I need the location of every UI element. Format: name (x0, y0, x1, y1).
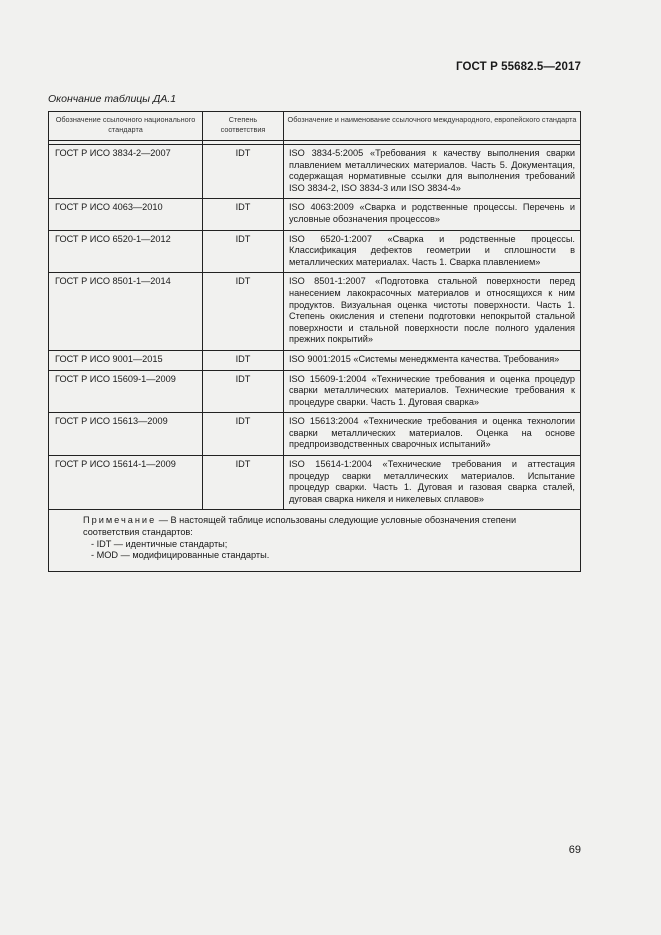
national-standard-cell: ГОСТ Р ИСО 15613—2009 (49, 413, 203, 456)
reference-standard-cell: ISO 15609-1:2004 «Технические требования и оценка процедур сварки металлических материалов. Технические требования к процедуре сварки. Часть 1. Дуговая сварка» (284, 370, 581, 413)
degree-cell: IDT (203, 350, 284, 370)
note-label: Примечание (83, 515, 157, 526)
note-paragraph (57, 515, 572, 538)
table-note (49, 510, 581, 571)
national-standard-cell: ГОСТ Р ИСО 15609-1—2009 (49, 370, 203, 413)
page-number: 69 (568, 844, 581, 856)
table-row (49, 145, 581, 199)
note-text: — В настоящей таблице использованы следующие условные обозначения степени соответствия стандартов: (83, 515, 517, 538)
reference-standard-cell: ISO 4063:2009 «Сварка и родственные процессы. Перечень и условные обозначения процессов» (284, 199, 581, 230)
note-item-mod: - MOD — модифицированные стандарты. (91, 550, 270, 561)
degree-cell: IDT (203, 413, 284, 456)
table-row (49, 230, 581, 273)
column-header-degree: Степень соответствия (203, 112, 284, 141)
table-row (49, 350, 581, 370)
table-header-row (49, 112, 581, 141)
table-row (49, 413, 581, 456)
reference-standard-cell: ISO 8501-1:2007 «Подготовка стальной поверхности перед нанесением лакокрасочных материалов и относящихся к ним продуктов. Визуальная оценка чистоты поверхности. Часть 1. Степень окисления и степени подготовки непокрытой стальной поверхности и стальной поверхности после полного удаления прежних покрытий» (284, 273, 581, 351)
column-header-international-standard: Обозначение и наименование ссылочного международного, европейского стандарта (284, 112, 581, 141)
national-standard-cell: ГОСТ Р ИСО 4063—2010 (49, 199, 203, 230)
degree-cell: IDT (203, 199, 284, 230)
table-row (49, 199, 581, 230)
degree-cell: IDT (203, 273, 284, 351)
national-standard-cell: ГОСТ Р ИСО 6520-1—2012 (49, 230, 203, 273)
note-row (49, 510, 581, 571)
national-standard-cell: ГОСТ Р ИСО 9001—2015 (49, 350, 203, 370)
table-row (49, 370, 581, 413)
degree-cell: IDT (203, 456, 284, 510)
degree-cell: IDT (203, 230, 284, 273)
reference-standard-cell: ISO 6520-1:2007 «Сварка и родственные процессы. Классификация дефектов геометрии и сплошности в металлических материалах. Часть 1. Сварка плавлением» (284, 230, 581, 273)
reference-standards-table (48, 111, 581, 572)
reference-standard-cell: ISO 9001:2015 «Системы менеджмента качества. Требования» (284, 350, 581, 370)
reference-standard-cell: ISO 15614-1:2004 «Технические требования и аттестация процедур сварки металлических материалов. Испытание процедур сварки. Часть 1. Дуговая и газовая сварка сталей, дуговая сварка никеля и никелевых сплавов» (284, 456, 581, 510)
reference-standard-cell: ISO 15613:2004 «Технические требования и оценка технологии сварки металлических материалов. Оценка на основе предпроизводственных сварочных испытаний» (284, 413, 581, 456)
table-row (49, 273, 581, 351)
degree-cell: IDT (203, 145, 284, 199)
reference-standard-cell: ISO 3834-5:2005 «Требования к качеству выполнения сварки плавлением металлических материалов. Часть 5. Документация, содержащая нормативные ссылки для выполнения требований ISO 3834-2, ISO 3834-3 или ISO 3834-4» (284, 145, 581, 199)
document-code: ГОСТ Р 55682.5—2017 (456, 61, 581, 73)
column-header-national-standard: Обозначение ссылочного национального стандарта (49, 112, 203, 141)
table-row (49, 456, 581, 510)
national-standard-cell: ГОСТ Р ИСО 15614-1—2009 (49, 456, 203, 510)
degree-cell: IDT (203, 370, 284, 413)
national-standard-cell: ГОСТ Р ИСО 8501-1—2014 (49, 273, 203, 351)
table-caption: Окончание таблицы ДА.1 (48, 93, 177, 105)
note-item-idt: - IDT — идентичные стандарты; (91, 538, 228, 549)
national-standard-cell: ГОСТ Р ИСО 3834-2—2007 (49, 145, 203, 199)
